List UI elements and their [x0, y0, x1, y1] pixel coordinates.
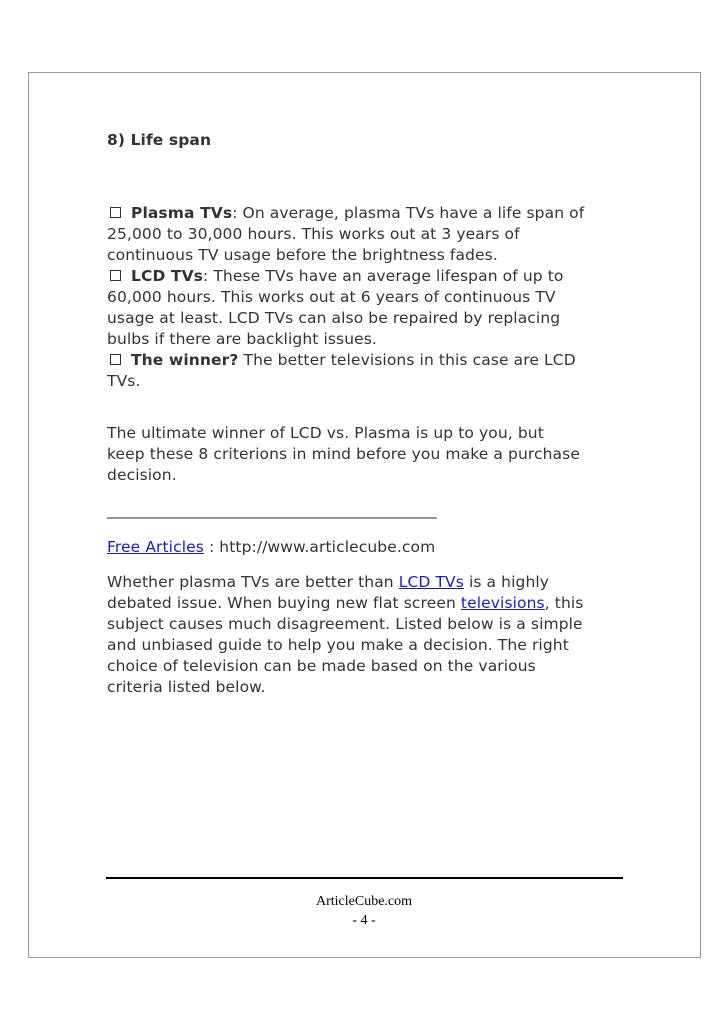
lcd-tvs-link[interactable]: LCD TVs [398, 573, 464, 591]
bullet-text-line: 25,000 to 30,000 hours. This works out at 3 years of [107, 225, 520, 243]
bullet-item-plasma [107, 203, 637, 224]
conclusion-paragraph [107, 423, 637, 486]
paragraph-line: decision. [107, 466, 177, 484]
paragraph-line [107, 593, 637, 614]
footer-page-number: - 4 - [352, 913, 376, 928]
paragraph-line: choice of television can be made based on the various [107, 657, 536, 675]
free-articles-link[interactable]: Free Articles [107, 538, 204, 556]
bullet-text-line: 60,000 hours. This works out at 6 years of continuous TV [107, 288, 556, 306]
bullet-text-line: continuous TV usage before the brightness fades. [107, 246, 498, 264]
section-heading: 8) Life span [107, 131, 212, 149]
bullet-text-line: usage at least. LCD TVs can also be repaired by replacing [107, 309, 561, 327]
paragraph-line: The ultimate winner of LCD vs. Plasma is up to you, but [107, 424, 544, 442]
source-url-text: : http://www.articlecube.com [203, 538, 436, 556]
bullet-text-line: bulbs if there are backlight issues. [107, 330, 377, 348]
bullet-term: Plasma TVs [131, 204, 233, 222]
separator-line: __________________________________________ [107, 501, 437, 519]
bullet-item-winner [107, 350, 637, 371]
bullet-text: The better televisions in this case are LCD [238, 351, 576, 369]
paragraph-text: , this [544, 594, 584, 612]
bullet-term: LCD TVs [131, 267, 204, 285]
televisions-link[interactable]: televisions [460, 594, 545, 612]
bullet-item-lcd [107, 266, 637, 287]
bullet-text-line: TVs. [107, 372, 141, 390]
checkbox-icon [110, 207, 121, 218]
footer-divider [106, 877, 623, 879]
paragraph-line: and unbiased guide to help you make a decision. The right [107, 636, 569, 654]
paragraph-line: subject causes much disagreement. Listed below is a simple [107, 615, 583, 633]
bullet-term: The winner? [131, 351, 239, 369]
paragraph-line: keep these 8 criterions in mind before you make a purchase [107, 445, 580, 463]
paragraph-line [107, 572, 637, 593]
bullet-text: : On average, plasma TVs have a life span of [232, 204, 585, 222]
footer-site-name: ArticleCube.com [315, 894, 413, 909]
intro-paragraph [107, 572, 637, 698]
paragraph-text: is a highly [463, 573, 550, 591]
paragraph-text: Whether plasma TVs are better than [107, 573, 399, 591]
bullet-text: : These TVs have an average lifespan of up to [203, 267, 564, 285]
checkbox-icon [110, 354, 121, 365]
checkbox-icon [110, 270, 121, 281]
bullet-list [107, 203, 637, 392]
source-line [107, 537, 637, 558]
paragraph-text: debated issue. When buying new flat screen [107, 594, 461, 612]
paragraph-line: criteria listed below. [107, 678, 266, 696]
